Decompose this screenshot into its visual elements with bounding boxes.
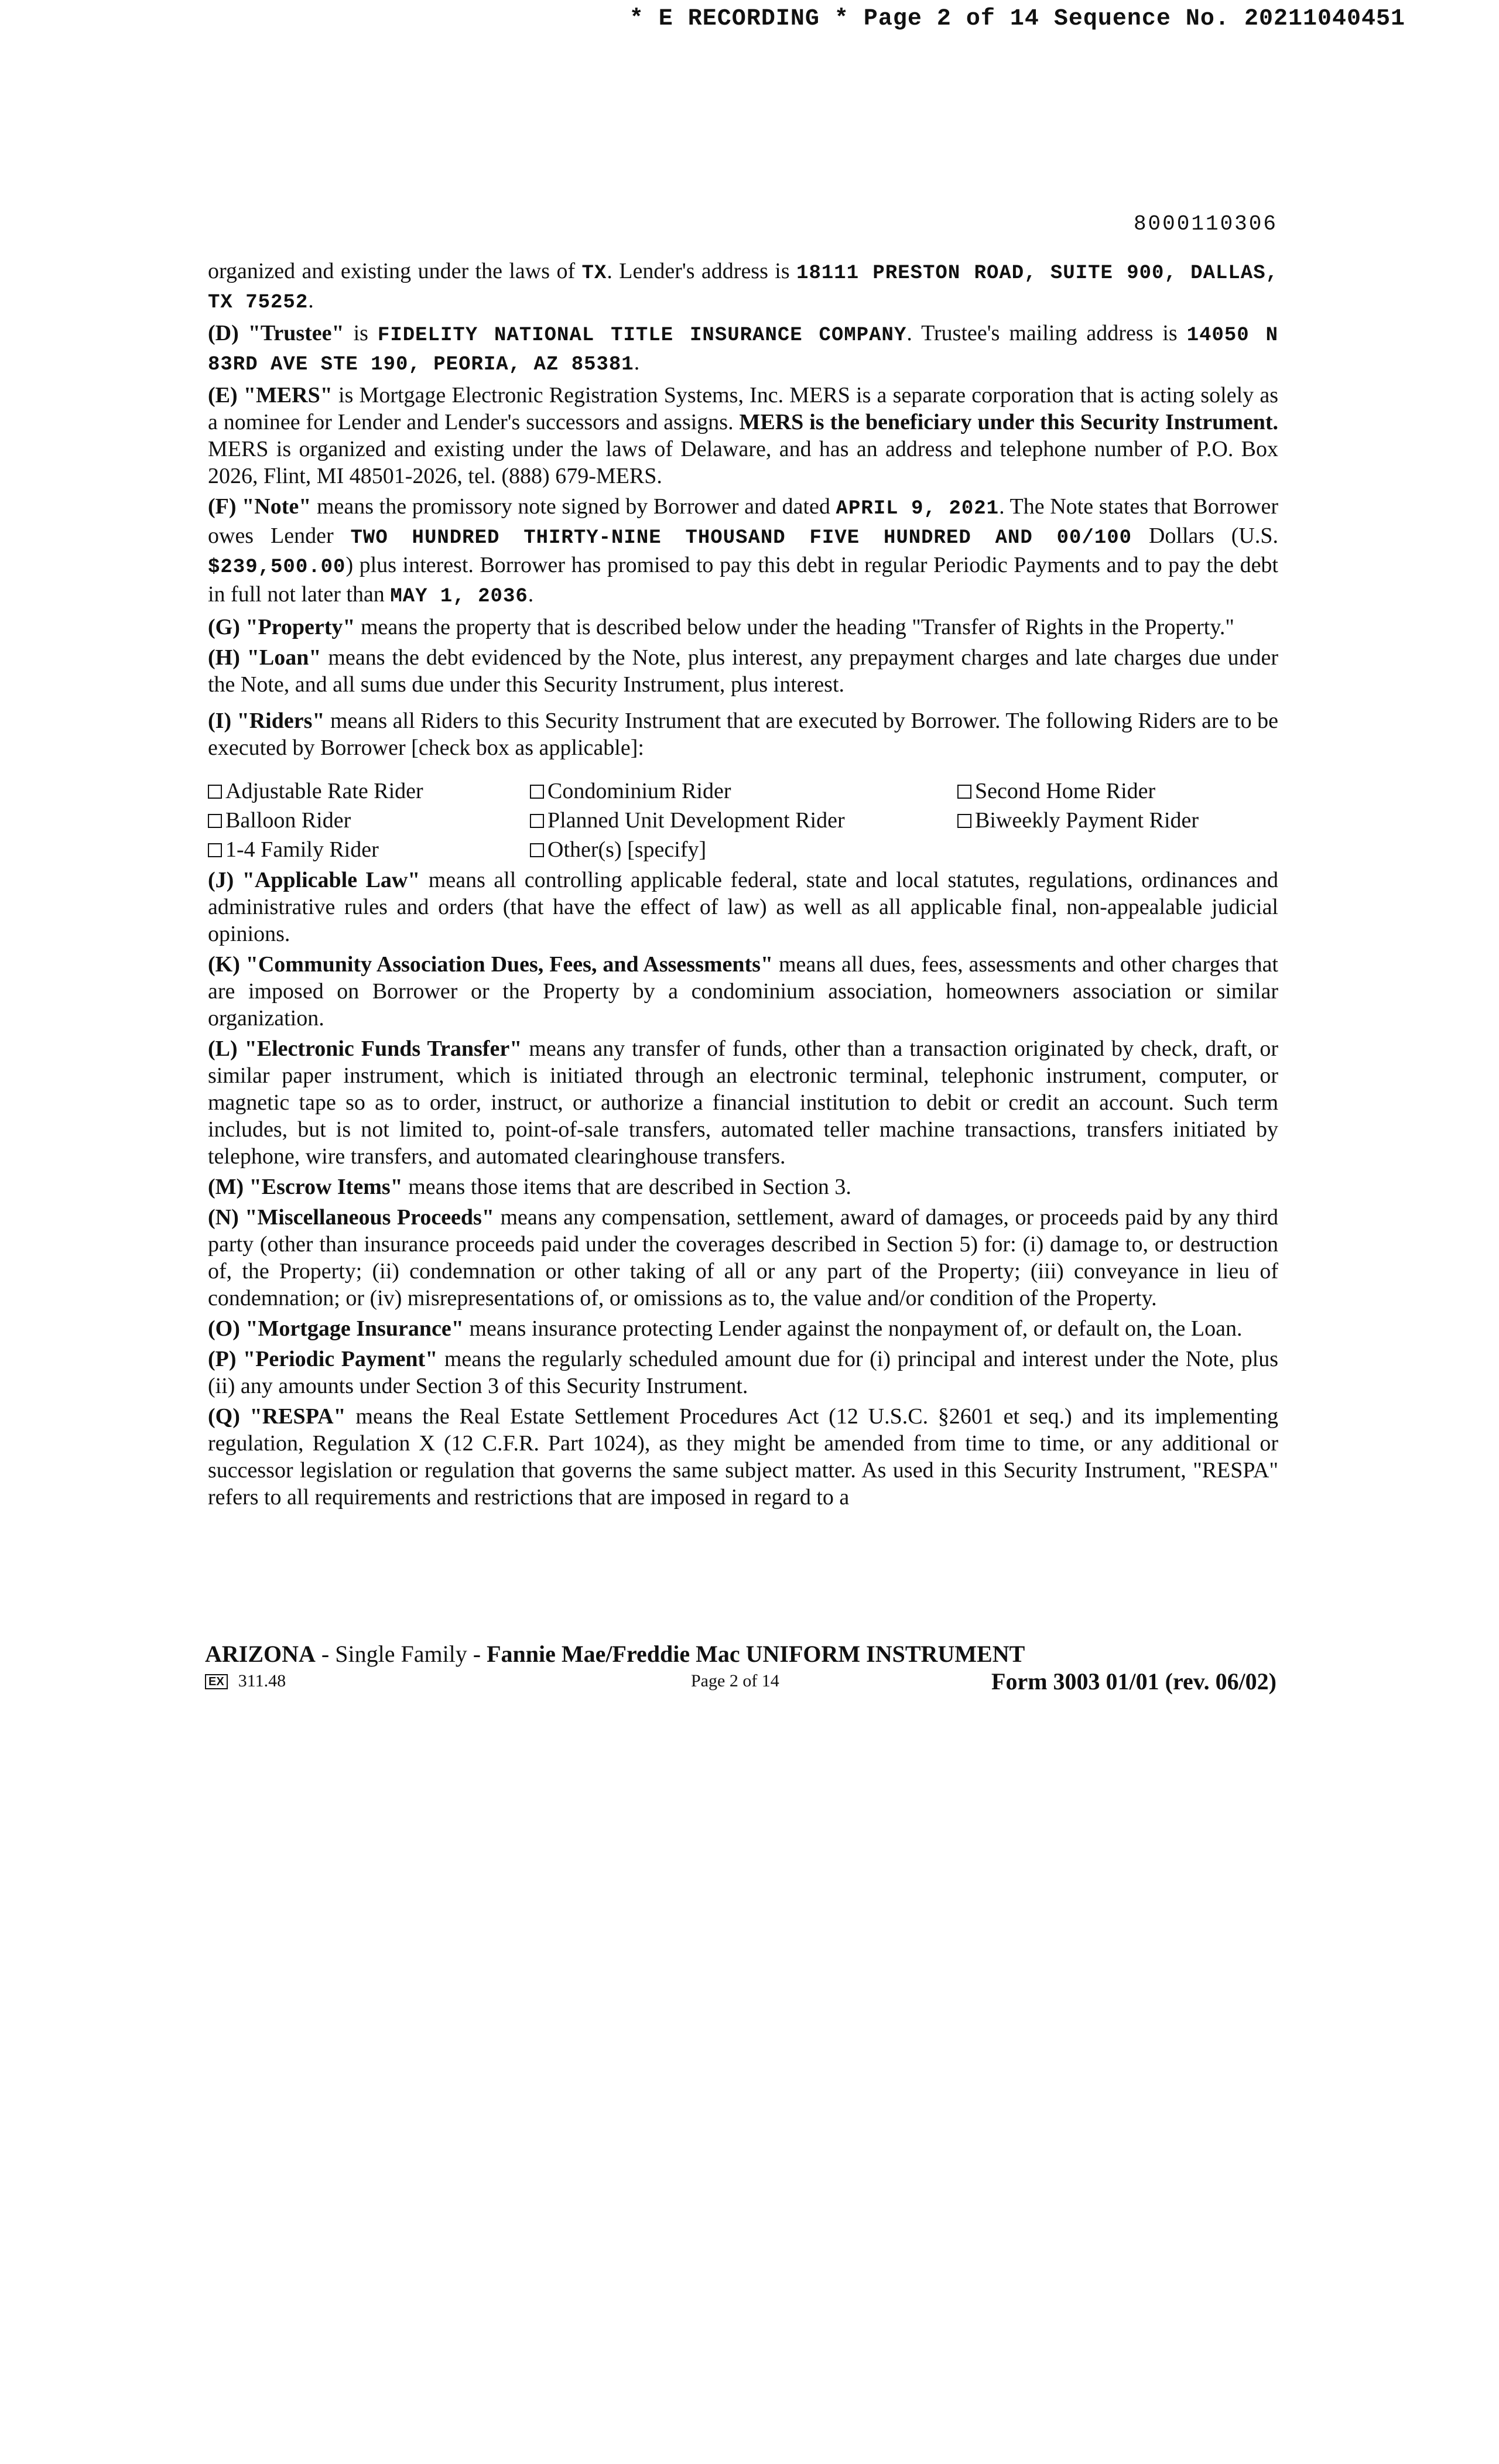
page-number: Page 2 of 14 [691,1671,779,1690]
rider-label: Balloon Rider [225,808,351,833]
ex-logo-icon: EX [205,1674,228,1689]
section-e-mers [208,382,1278,490]
footer-state: ARIZONA [205,1641,316,1667]
footer-title [205,1641,1276,1668]
rider-adjustable-rate[interactable] [208,776,530,806]
checkbox-icon[interactable] [530,814,544,828]
text: organized and existing under the laws of [208,259,582,283]
lender-state: TX [581,262,607,285]
trustee-name: FIDELITY NATIONAL TITLE INSURANCE COMPANY [377,324,907,347]
text: means any compensation, settlement, award of damages, or proceeds paid by any third party (other than insurance proceeds paid under the coverages described in Section 5) for: (i) damage to, or destruction of, the Property; (ii) condemnation or other taking of all or any part of the Property; (iii) conveyance in lieu of condemnation; or (iv) misrepresentations of, or omissions as to, the value and/or condition of the Property. [208,1205,1278,1310]
section-h-loan [208,644,1278,698]
section-p-periodic-payment [208,1346,1278,1399]
text: is Mortgage Electronic Registration Systems, Inc. MERS is a separate corporation that is acting solely as a nominee for Lender and Lender's successors and assigns. [208,383,1278,434]
text: means the property that is described below under the heading "Transfer of Rights in the Property." [355,615,1234,639]
section-l-electronic-funds-transfer [208,1035,1278,1170]
maturity-date: MAY 1, 2036 [390,586,528,608]
text: . [308,288,314,313]
rider-planned-unit-development[interactable] [530,806,957,835]
rider-biweekly-payment[interactable] [957,806,1278,835]
text: means the debt evidenced by the Note, plus interest, any prepayment charges and late charges due under the Note, and all sums due under this Security Instrument, plus interest. [208,645,1278,697]
recording-header: * E RECORDING * Page 2 of 14 Sequence No. 20211040451 [629,6,1405,32]
rider-1-4-family[interactable] [208,835,530,864]
note-date: APRIL 9, 2021 [836,498,1000,520]
section-label: (K) "Community Association Dues, Fees, and Assessments" [208,952,774,977]
form-code [205,1671,286,1691]
amount-in-words: TWO HUNDRED THIRTY-NINE THOUSAND FIVE HUNDRED AND 00/100 [350,527,1132,549]
section-label: (E) "MERS" [208,383,333,408]
text: ) plus interest. Borrower has promised to pay this debt in regular Periodic Payments and to pay the debt in full not later than [208,553,1278,607]
trustee-address: 14050 N 83RD AVE STE 190, PEORIA, AZ 85381 [208,324,1278,376]
section-g-property [208,614,1278,641]
rider-label: Second Home Rider [975,779,1156,803]
text: means those items that are described in Section 3. [402,1175,851,1199]
section-label: (L) "Electronic Funds Transfer" [208,1036,522,1061]
form-code-number: 311.48 [238,1671,286,1690]
section-j-applicable-law [208,867,1278,947]
rider-label: 1-4 Family Rider [225,837,379,862]
rider-others[interactable] [530,835,957,864]
section-d-trustee [208,320,1278,378]
lender-address-paragraph [208,258,1278,316]
section-label: (F) "Note" [208,494,312,519]
checkbox-icon[interactable] [530,785,544,799]
section-label: (P) "Periodic Payment" [208,1347,438,1371]
rider-label: Condominium Rider [547,779,731,803]
section-i-riders [208,707,1278,761]
checkbox-icon[interactable] [208,814,222,828]
text: . [528,582,534,607]
section-label: (G) "Property" [208,615,355,639]
checkbox-icon[interactable] [530,843,544,857]
text: means the regularly scheduled amount due for (i) principal and interest under the Note, plus (ii) any amounts under Section 3 of this Security Instrument. [208,1347,1278,1398]
loan-number: 8000110306 [1133,212,1278,236]
rider-balloon[interactable] [208,806,530,835]
text: means the promissory note signed by Borrower and dated [311,494,836,519]
section-label: (I) "Riders" [208,709,325,733]
checkbox-icon[interactable] [208,843,222,857]
footer-meta [205,1668,1276,1703]
section-label: (N) "Miscellaneous Proceeds" [208,1205,494,1230]
text: . Lender's address is [607,259,797,283]
riders-checklist [208,776,1278,864]
text: MERS is organized and existing under the laws of Delaware, and has an address and telephone number of P.O. Box 2026, Flint, MI 48501-2026, tel. (888) 679-MERS. [208,437,1278,488]
section-o-mortgage-insurance [208,1315,1278,1342]
page-footer [205,1641,1276,1703]
checkbox-icon[interactable] [957,814,971,828]
text: . [634,350,640,375]
section-m-escrow-items [208,1173,1278,1200]
section-label: (D) "Trustee" [208,321,344,345]
rider-label: Planned Unit Development Rider [547,808,845,833]
mers-beneficiary-statement: MERS is the beneficiary under this Security Instrument. [739,410,1279,434]
section-label: (J) "Applicable Law" [208,868,420,892]
lender-address: 18111 PRESTON ROAD, SUITE 900, DALLAS, TX 75252 [208,262,1279,314]
text: means all controlling applicable federal, state and local statutes, regulations, ordinances and administrative rules and orders (that have the effect of law) as well as all applicable final, non-appealable judicial opinions. [208,868,1278,946]
text: means the Real Estate Settlement Procedures Act (12 U.S.C. §2601 et seq.) and its implementing regulation, Regulation X (12 C.F.R. Part 1024), as they might be amended from time to time, or any additional or successor legislation or regulation that governs the same subject matter. As used in this Security Instrument, "RESPA" refers to all requirements and restrictions that are imposed in regard to a [208,1404,1278,1510]
text: means all Riders to this Security Instrument that are executed by Borrower. The following Riders are to be executed by Borrower [check box as applicable]: [208,709,1278,760]
text: means all dues, fees, assessments and other charges that are imposed on Borrower or the Property by a condominium association, homeowners association or similar organization. [208,952,1278,1031]
section-k-community-association [208,951,1278,1032]
document-body [208,258,1278,1514]
loan-amount: $239,500.00 [208,556,346,579]
form-number: Form 3003 01/01 (rev. 06/02) [991,1668,1276,1695]
rider-label: Other(s) [specify] [547,837,707,862]
text: Dollars (U.S. [1132,523,1278,548]
section-label: (Q) "RESPA" [208,1404,346,1429]
rider-second-home[interactable] [957,776,1278,806]
text: means any transfer of funds, other than a transaction originated by check, draft, or similar paper instrument, which is initiated through an electronic terminal, telephonic instrument, computer, or magnetic tape so as to order, instruct, or authorize a financial institution to debit or credit an account. Such term includes, but is not limited to, point-of-sale transfers, automated teller machine transactions, transfers initiated by telephone, wire transfers, and automated clearinghouse transfers. [208,1036,1278,1169]
section-label: (O) "Mortgage Insurance" [208,1316,464,1341]
text: . The Note states that Borrower owes Lender [208,494,1278,548]
section-label: (M) "Escrow Items" [208,1175,403,1199]
rider-label: Biweekly Payment Rider [975,808,1199,833]
checkbox-icon[interactable] [957,785,971,799]
section-label: (H) "Loan" [208,645,321,670]
text: is [344,321,378,345]
section-f-note [208,493,1278,610]
rider-condominium[interactable] [530,776,957,806]
footer-instrument: Fannie Mae/Freddie Mac UNIFORM INSTRUMENT [487,1641,1025,1667]
section-n-miscellaneous-proceeds [208,1204,1278,1312]
rider-label: Adjustable Rate Rider [225,779,423,803]
text: . Trustee's mailing address is [906,321,1187,345]
text: means insurance protecting Lender against the nonpayment of, or default on, the Loan. [463,1316,1243,1341]
footer-text: - Single Family - [315,1641,487,1667]
section-q-respa [208,1403,1278,1511]
checkbox-icon[interactable] [208,785,222,799]
